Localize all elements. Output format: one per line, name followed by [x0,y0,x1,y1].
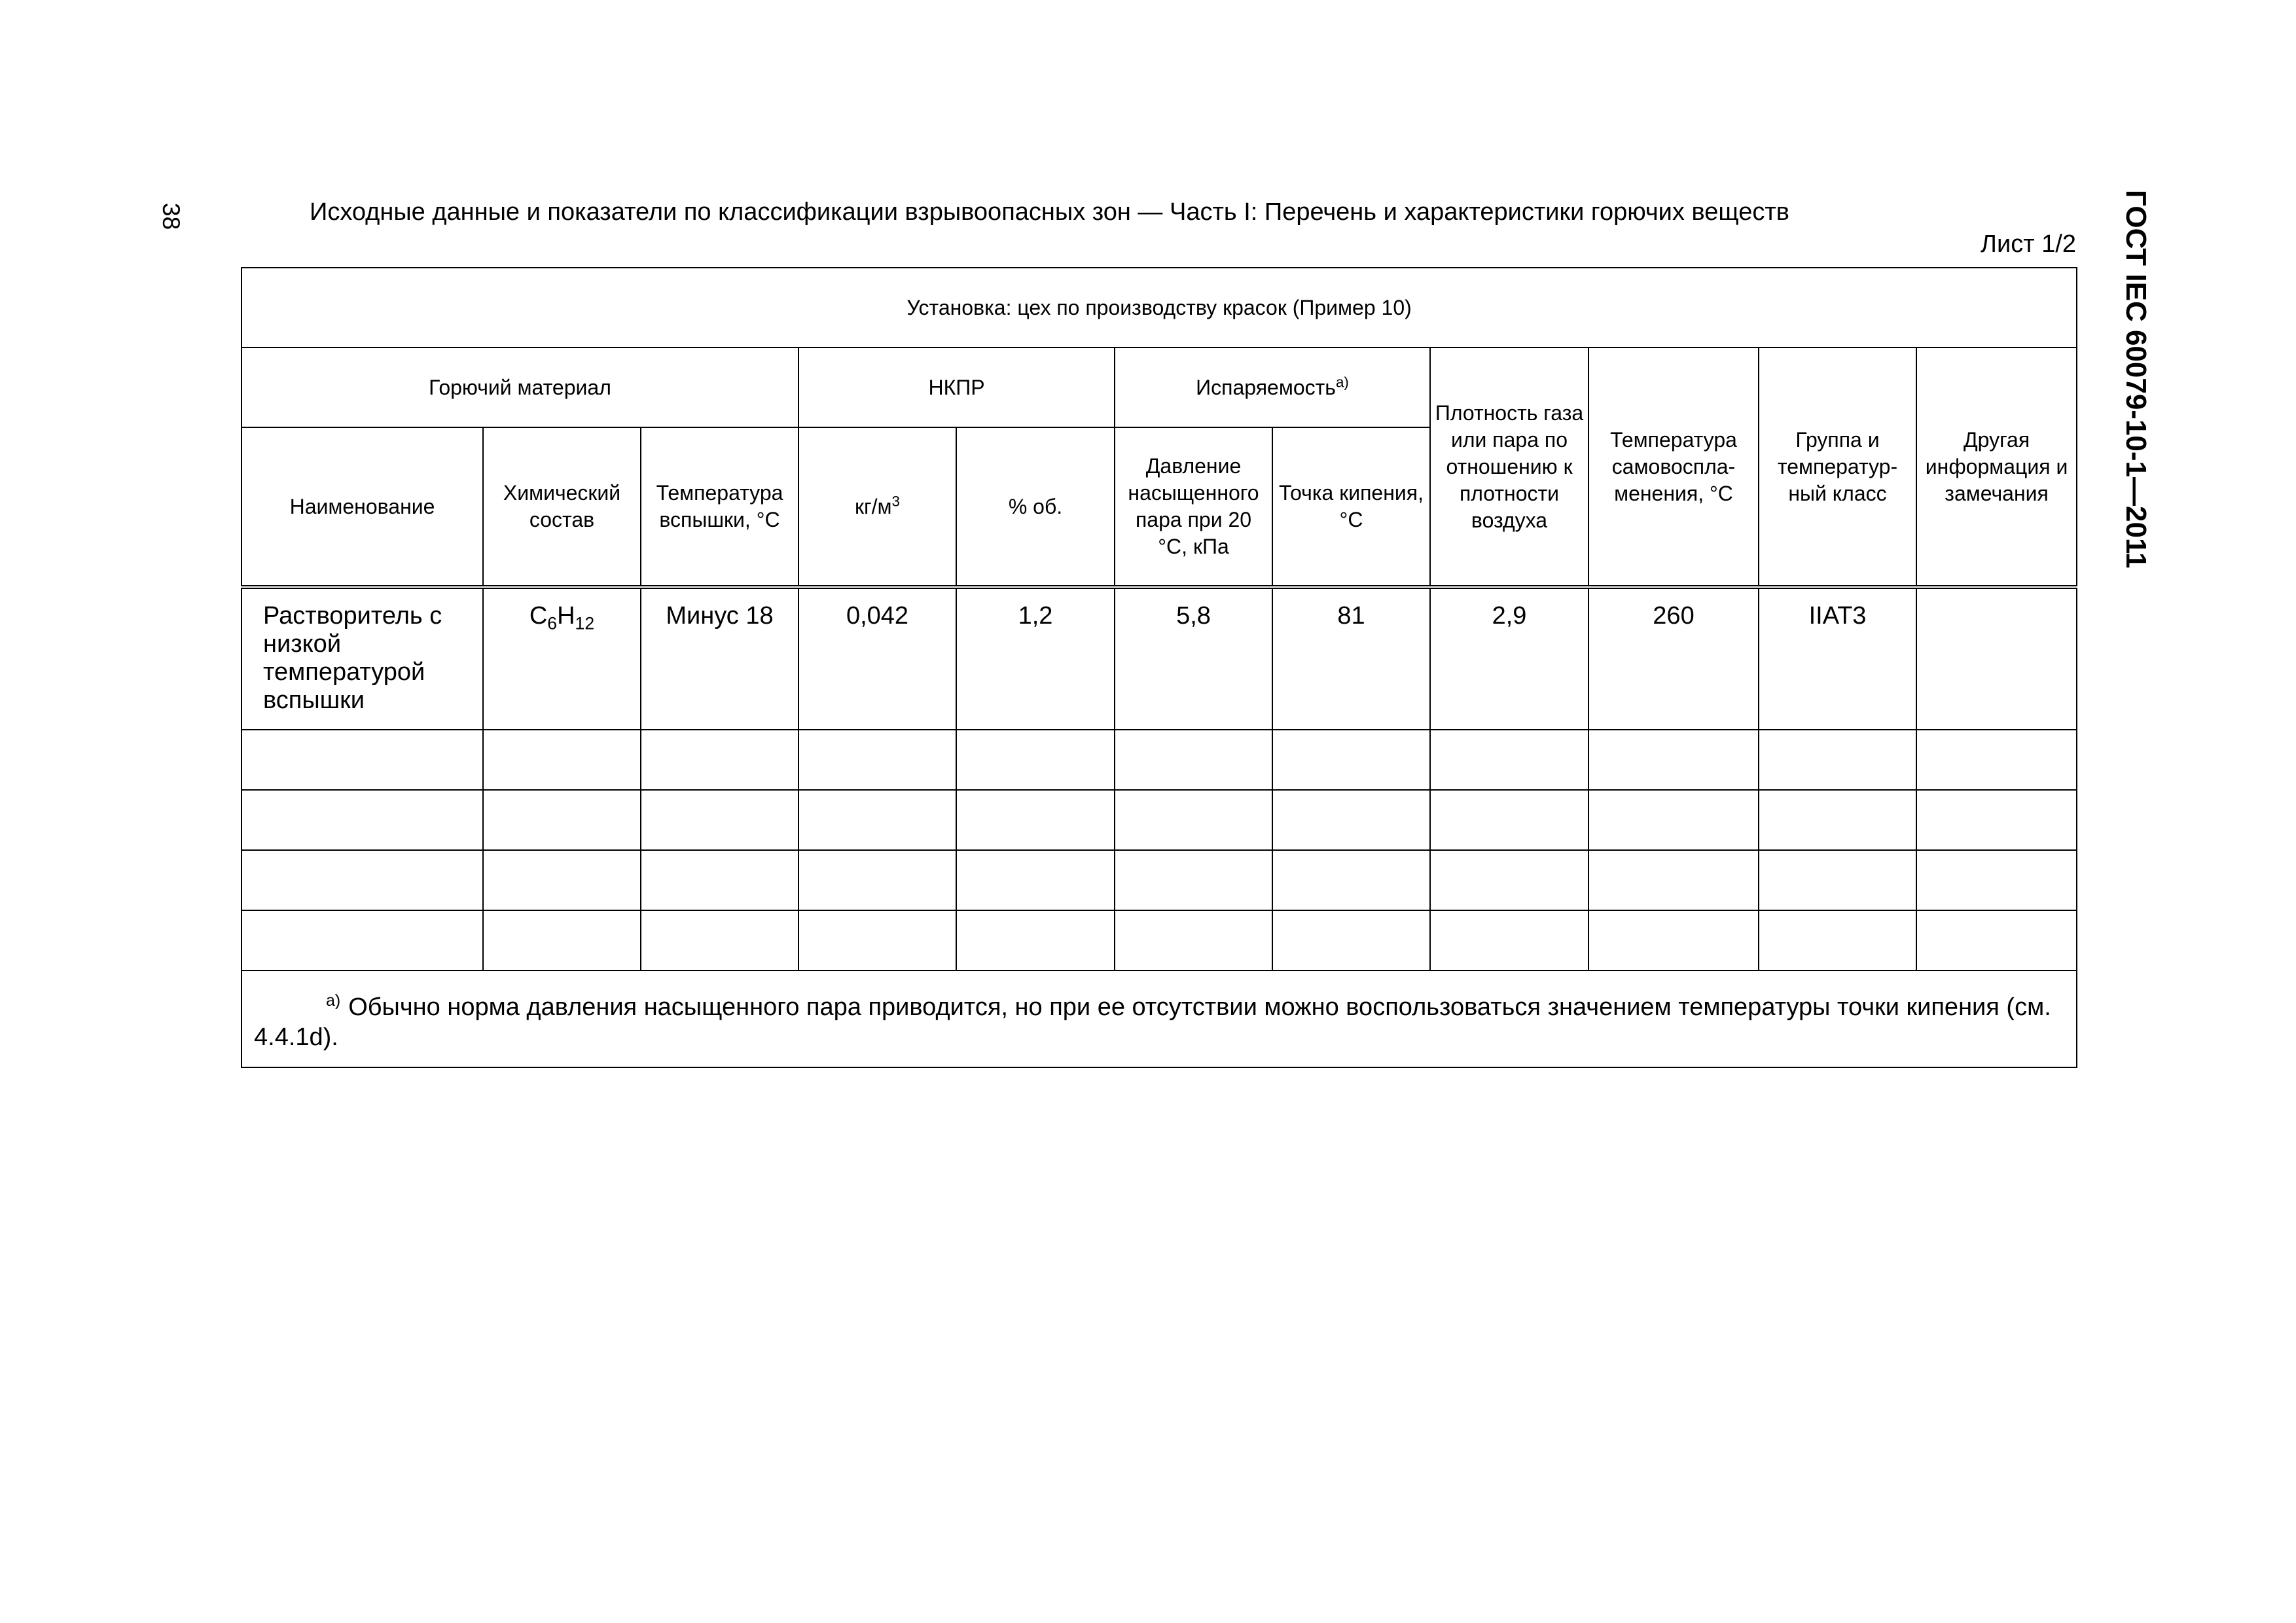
header-vol-pct: % об. [956,427,1115,587]
installation-caption: Установка: цех по производству красок (Пример 10) [242,268,2077,348]
header-group: Группа и температур-ный класс [1759,348,1916,587]
header-autoignition: Температура самовоспла-менения, °C [1588,348,1759,587]
substances-table [241,267,2077,1068]
cell-vapor-pressure: 5,8 [1115,587,1272,730]
document-title: Исходные данные и показатели по классификации взрывоопасных зон — Часть I: Перечень и характеристики горючих веществ [310,198,1789,226]
table-row [242,587,2077,730]
header-chem: Химический состав [483,427,641,587]
header-kgm3: $кг/м^3$ [798,427,956,587]
header-density: Плотность газа или пара по отношению к плотности воздуха [1430,348,1588,587]
table-footnote [242,971,2077,1067]
header-boiling: Точка кипения, °C [1272,427,1430,587]
cell-other [1916,587,2077,730]
footnote-reference: а) [1335,373,1349,390]
page-number: 38 [158,203,185,230]
cell-chem: $C_6H_{12}$ [483,587,641,730]
standard-code: ГОСТ IEC 60079-10-1—2011 [2120,190,2152,569]
table-row [242,790,2077,850]
footnote-text: Обычно норма давления насыщенного пара приводится, но при ее отсутствии можно воспользоваться значением температуры точки кипения (см. 4.4.1d). [254,993,2051,1051]
group-header-material: Горючий материал [242,348,798,427]
cell-density: 2,9 [1430,587,1588,730]
cell-group: IIАТ3 [1759,587,1916,730]
header-other: Другая информация и замечания [1916,348,2077,587]
table-row [242,730,2077,790]
table-row [242,910,2077,971]
header-name: Наименование [242,427,483,587]
header-vapor-pressure: Давление насыщенного пара при 20 °C, кПа [1115,427,1272,587]
group-header-volatility: Испаряемость$^{а)}$ [1115,348,1430,427]
cell-kgm3: 0,042 [798,587,956,730]
cell-vol-pct: 1,2 [956,587,1115,730]
sheet-number: Лист 1/2 [1981,230,2076,258]
cell-flash: Минус 18 [641,587,798,730]
group-header-lel: НКПР [798,348,1115,427]
cell-autoignition: 260 [1588,587,1759,730]
footnote-mark: а) [326,991,341,1010]
cell-boiling: 81 [1272,587,1430,730]
table-row [242,850,2077,910]
header-flash: Температура вспышки, °C [641,427,798,587]
cell-name: Растворитель с низкой температурой вспышки [242,587,483,730]
